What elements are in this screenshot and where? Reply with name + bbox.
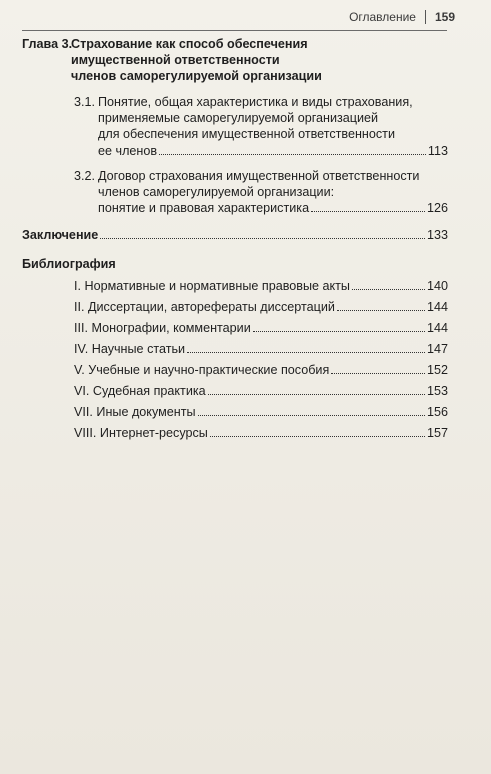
toc-bibliography-item[interactable]	[74, 320, 448, 336]
dot-leader	[210, 436, 425, 437]
bibliography-item-text: IV. Научные статьи	[74, 342, 186, 357]
chapter-title	[71, 36, 448, 84]
subsection-line: для обеспечения имущественной ответственности	[98, 127, 395, 142]
bibliography-item-text: VI. Судебная практика	[74, 384, 206, 399]
page-number: 159	[434, 10, 455, 24]
toc-bibliography-item[interactable]	[74, 404, 448, 420]
toc-bibliography-item[interactable]	[74, 278, 448, 294]
toc-page-number: 144	[426, 300, 448, 315]
bibliography-item-text: V. Учебные и научно-практические пособия	[74, 363, 330, 378]
toc-bibliography-item[interactable]	[74, 362, 448, 378]
dot-leader	[208, 394, 425, 395]
header-separator	[425, 10, 426, 24]
subsection-number: 3.2.	[74, 168, 96, 183]
bibliography-item-text: VII. Иные документы	[74, 405, 196, 420]
bibliography-title: Библиография	[22, 257, 116, 272]
subsection-last-line: понятие и правовая характеристика	[98, 201, 310, 216]
dot-leader	[159, 154, 426, 155]
subsection-leader-line	[98, 200, 448, 216]
toc-page-number: 153	[426, 384, 448, 399]
dot-leader	[352, 289, 425, 290]
subsection-leader-line	[98, 143, 448, 159]
chapter-3-heading	[22, 36, 448, 84]
subsection-number: 3.1.	[74, 95, 96, 109]
subsection-line: Договор страхования имущественной ответственности	[98, 168, 420, 183]
conclusion-title: Заключение	[22, 228, 99, 243]
running-header-title: Оглавление	[349, 10, 416, 24]
chapter-label: Глава 3.	[22, 37, 73, 51]
toc-page-number: 133	[426, 228, 448, 243]
toc-bibliography-item[interactable]	[74, 425, 448, 441]
toc-bibliography-item[interactable]	[74, 383, 448, 399]
table-of-contents	[22, 36, 448, 446]
subsection-last-line: ее членов	[98, 143, 158, 158]
chapter-title-line: Страхование как способ обеспечения	[71, 37, 308, 51]
toc-page-number: 113	[427, 143, 448, 158]
toc-page-number: 157	[426, 426, 448, 441]
toc-bibliography-item[interactable]	[74, 341, 448, 357]
toc-bibliography-item[interactable]	[74, 299, 448, 315]
running-header	[349, 10, 455, 24]
dot-leader	[337, 310, 425, 311]
toc-page-number: 156	[426, 405, 448, 420]
bibliography-item-text: II. Диссертации, авторефераты диссертаций	[74, 300, 335, 315]
toc-page-number: 140	[426, 279, 448, 294]
dot-leader	[331, 373, 425, 374]
chapter-title-line: имущественной ответственности	[71, 53, 280, 67]
bibliography-list	[22, 278, 448, 441]
dot-leader	[198, 415, 425, 416]
chapter-title-line: членов саморегулируемой организации	[71, 69, 322, 83]
header-rule	[22, 30, 447, 31]
subsection-line: Понятие, общая характеристика и виды страхования,	[98, 95, 413, 109]
bibliography-item-text: III. Монографии, комментарии	[74, 321, 251, 336]
subsection-line: членов саморегулируемой организации:	[98, 185, 335, 200]
toc-page-number: 152	[426, 363, 448, 378]
toc-conclusion[interactable]	[22, 227, 448, 243]
dot-leader	[253, 331, 425, 332]
toc-subsection-3-1[interactable]	[74, 94, 448, 159]
toc-page-number: 147	[426, 342, 448, 357]
bibliography-item-text: I. Нормативные и нормативные правовые акты	[74, 279, 350, 294]
dot-leader	[311, 211, 425, 212]
subsection-line: применяемые саморегулируемой организацией	[98, 111, 379, 126]
dot-leader	[187, 352, 425, 353]
toc-subsection-3-2[interactable]	[74, 168, 448, 217]
toc-page-number: 144	[426, 321, 448, 336]
subsection-body	[98, 94, 448, 159]
dot-leader	[100, 238, 425, 239]
toc-page-number: 126	[426, 201, 448, 216]
subsection-body	[98, 168, 448, 217]
bibliography-item-text: VIII. Интернет-ресурсы	[74, 426, 208, 441]
